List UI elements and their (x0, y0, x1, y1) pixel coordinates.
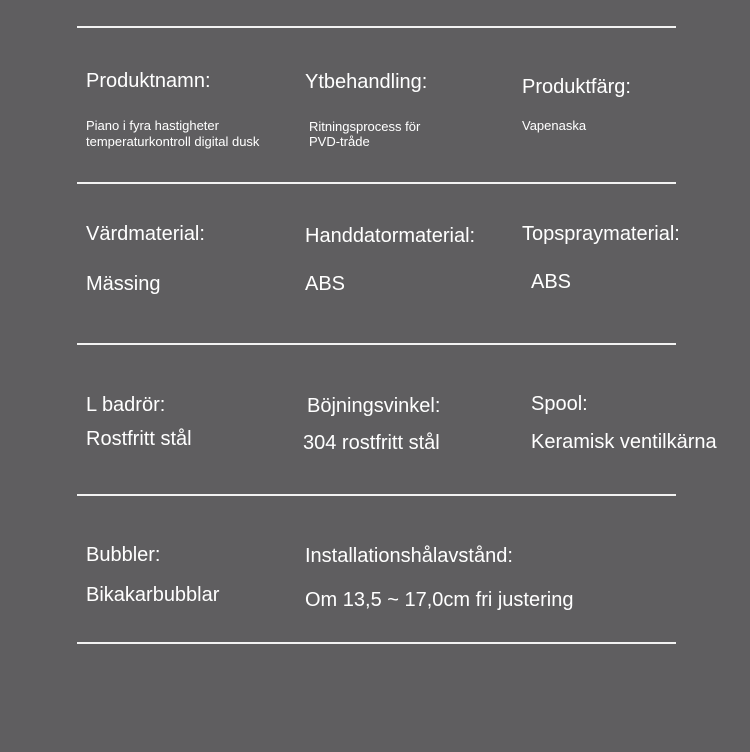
top-spray-material-label: Topspraymaterial: (522, 223, 680, 245)
spool-label: Spool: (531, 393, 588, 415)
handset-material-label: Handdatormaterial: (305, 225, 476, 247)
divider-row2 (77, 343, 676, 345)
installation-hole-distance-label: Installationshålavstånd: (305, 545, 513, 567)
bending-angle-value: 304 rostfritt stål (303, 432, 440, 454)
bending-angle-label: Böjningsvinkel: (307, 395, 441, 417)
surface-treatment-value-line1: Ritningsprocess för (309, 119, 421, 134)
divider-row3 (77, 494, 676, 496)
surface-treatment-value-line2: PVD-tråde (309, 134, 370, 149)
spool-value: Keramisk ventilkärna (531, 431, 717, 453)
bubbler-label: Bubbler: (86, 544, 161, 566)
surface-treatment-label: Ytbehandling: (305, 71, 428, 93)
product-color-value: Vapenaska (522, 118, 587, 133)
product-name-value-line2: temperaturkontroll digital dusk (86, 134, 260, 149)
divider-top (77, 26, 676, 28)
product-color-label: Produktfärg: (522, 76, 631, 98)
bath-pipe-value: Rostfritt stål (86, 428, 192, 450)
body-material-label: Värdmaterial: (86, 223, 205, 245)
installation-hole-distance-value: Om 13,5 ~ 17,0cm fri justering (305, 589, 574, 611)
handset-material-value: ABS (305, 273, 346, 295)
divider-bottom (77, 642, 676, 644)
bubbler-value: Bikakarbubblar (86, 584, 220, 606)
body-material-value: Mässing (86, 273, 161, 295)
product-name-value-line1: Piano i fyra hastigheter (86, 118, 219, 133)
bath-pipe-label: L badrör: (86, 394, 166, 416)
top-spray-material-value: ABS (531, 271, 572, 293)
product-name-label: Produktnamn: (86, 70, 211, 92)
divider-row1 (77, 182, 676, 184)
